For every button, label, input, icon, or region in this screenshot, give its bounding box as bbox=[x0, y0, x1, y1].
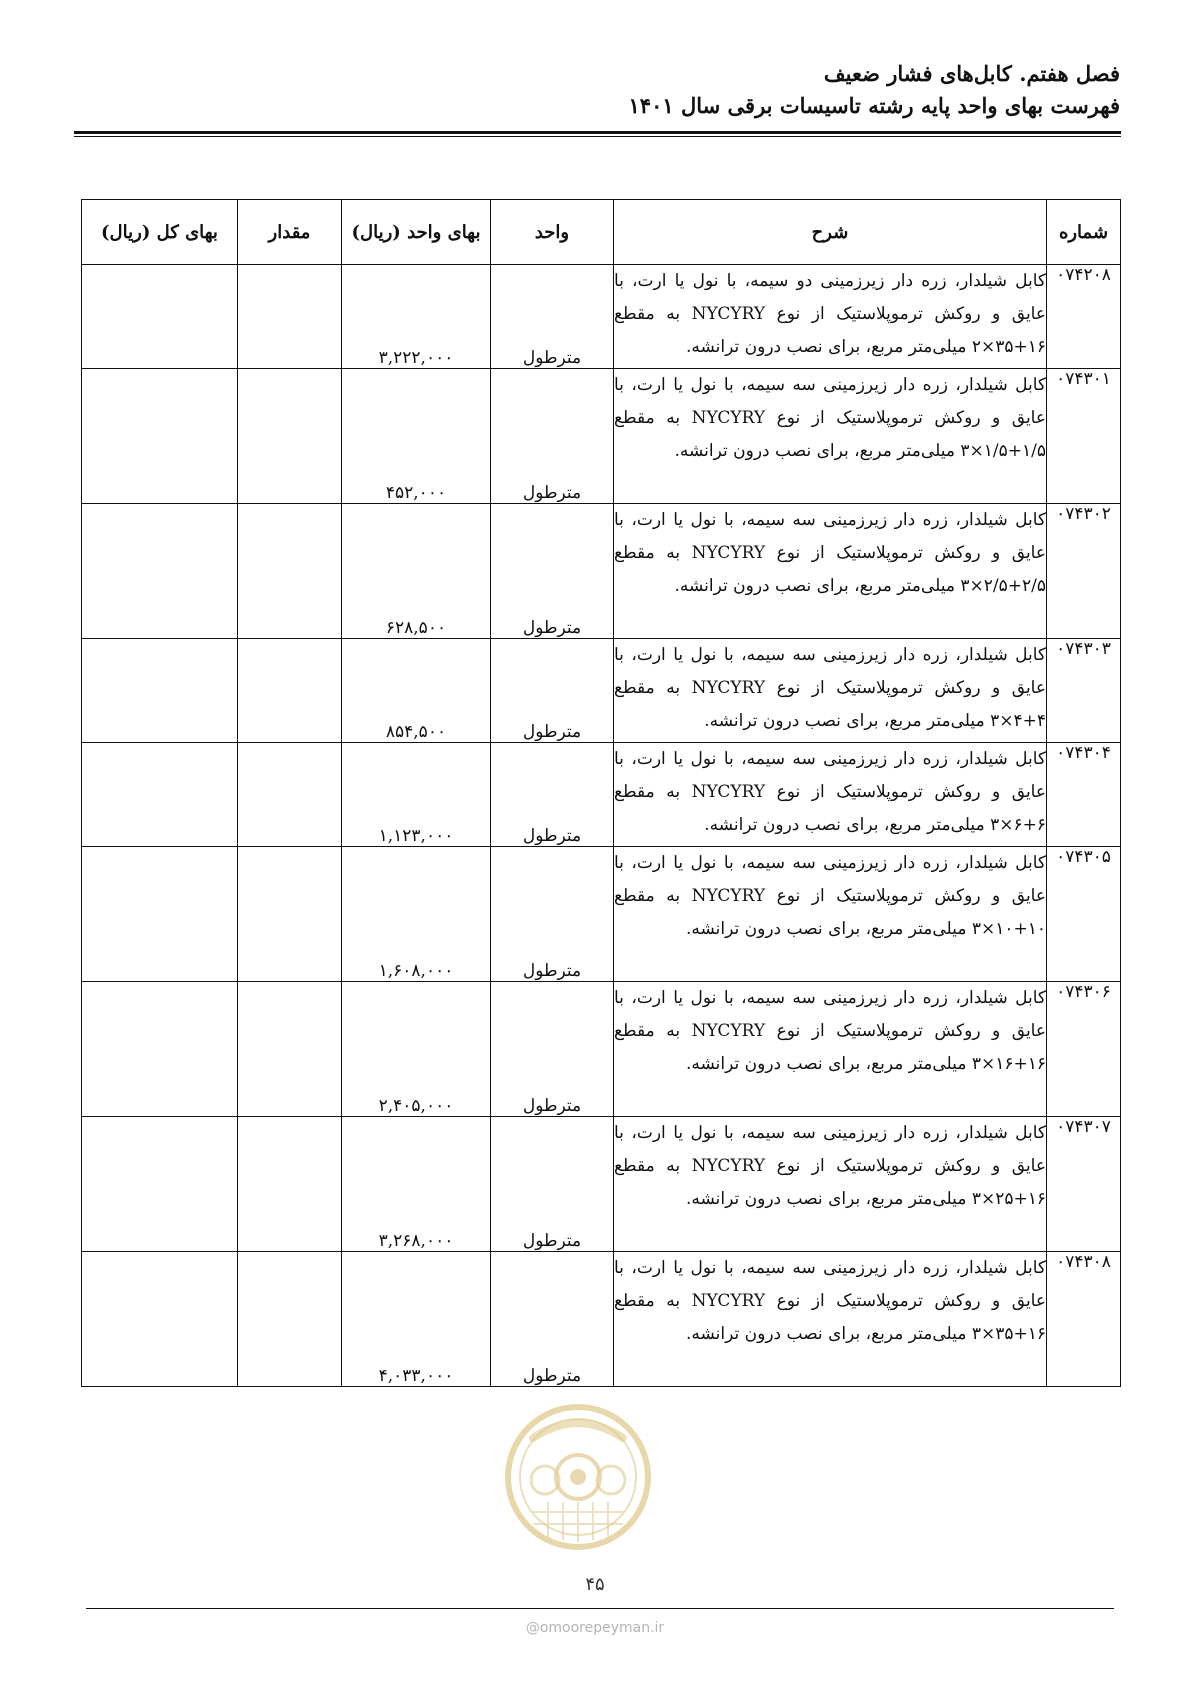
row-unit: مترطول bbox=[491, 504, 614, 639]
header-rule-thick bbox=[74, 131, 1121, 134]
row-quantity bbox=[238, 639, 342, 743]
row-description: کابل شیلدار، زره دار زیرزمینی سه سیمه، با نول یا ارت، با عایق و روکش ترموپلاستیک از نوع NYCYRY به مقطع ۱۶+۲۵×۳ میلی‌متر مربع، برای نصب درون ترانشه. bbox=[614, 1117, 1047, 1252]
row-unit-price: ۲,۴۰۵,۰۰۰ bbox=[342, 982, 491, 1117]
row-total-price bbox=[82, 982, 238, 1117]
table-row bbox=[82, 1117, 1121, 1252]
row-quantity bbox=[238, 982, 342, 1117]
table-row bbox=[82, 369, 1121, 504]
page-header bbox=[75, 58, 1120, 122]
seal-graphic bbox=[503, 1402, 653, 1552]
row-unit-price: ۱,۶۰۸,۰۰۰ bbox=[342, 847, 491, 982]
header-number: شماره bbox=[1047, 200, 1121, 265]
row-description: کابل شیلدار، زره دار زیرزمینی سه سیمه، با نول یا ارت، با عایق و روکش ترموپلاستیک از نوع NYCYRY به مقطع ۶+۶×۳ میلی‌متر مربع، برای نصب درون ترانشه. bbox=[614, 743, 1047, 847]
header-description: شرح bbox=[614, 200, 1047, 265]
row-number: ۰۷۴۳۰۸ bbox=[1047, 1252, 1121, 1387]
page-number: ۴۵ bbox=[585, 1574, 605, 1595]
row-unit: مترطول bbox=[491, 1117, 614, 1252]
footer-rule bbox=[86, 1608, 1114, 1609]
row-description: کابل شیلدار، زره دار زیرزمینی سه سیمه، با نول یا ارت، با عایق و روکش ترموپلاستیک از نوع NYCYRY به مقطع ۴+۴×۳ میلی‌متر مربع، برای نصب درون ترانشه. bbox=[614, 639, 1047, 743]
row-quantity bbox=[238, 847, 342, 982]
row-unit-price: ۶۲۸,۵۰۰ bbox=[342, 504, 491, 639]
row-number: ۰۷۴۳۰۳ bbox=[1047, 639, 1121, 743]
row-total-price bbox=[82, 265, 238, 369]
row-unit-price: ۸۵۴,۵۰۰ bbox=[342, 639, 491, 743]
row-quantity bbox=[238, 1117, 342, 1252]
row-number: ۰۷۴۳۰۷ bbox=[1047, 1117, 1121, 1252]
row-unit: مترطول bbox=[491, 847, 614, 982]
row-number: ۰۷۴۳۰۴ bbox=[1047, 743, 1121, 847]
row-number: ۰۷۴۳۰۱ bbox=[1047, 369, 1121, 504]
row-quantity bbox=[238, 369, 342, 504]
row-number: ۰۷۴۳۰۲ bbox=[1047, 504, 1121, 639]
row-total-price bbox=[82, 847, 238, 982]
row-description: کابل شیلدار، زره دار زیرزمینی سه سیمه، با نول یا ارت، با عایق و روکش ترموپلاستیک از نوع NYCYRY به مقطع ۱/۵+۱/۵×۳ میلی‌متر مربع، برای نصب درون ترانشه. bbox=[614, 369, 1047, 504]
row-description: کابل شیلدار، زره دار زیرزمینی دو سیمه، با نول یا ارت، با عایق و روکش ترموپلاستیک از نوع NYCYRY به مقطع ۱۶+۳۵×۲ میلی‌متر مربع، برای نصب درون ترانشه. bbox=[614, 265, 1047, 369]
document-title: فهرست بهای واحد پایه رشته تاسیسات برقی سال ۱۴۰۱ bbox=[628, 93, 1120, 118]
table-row bbox=[82, 265, 1121, 369]
header-unit-price: بهای واحد (ریال) bbox=[342, 200, 491, 265]
table-row bbox=[82, 504, 1121, 639]
row-unit-price: ۴,۰۳۳,۰۰۰ bbox=[342, 1252, 491, 1387]
chapter-title: فصل هفتم. کابل‌های فشار ضعیف bbox=[823, 61, 1120, 86]
row-unit-price: ۱,۱۲۳,۰۰۰ bbox=[342, 743, 491, 847]
row-unit: مترطول bbox=[491, 639, 614, 743]
row-unit: مترطول bbox=[491, 369, 614, 504]
row-unit: مترطول bbox=[491, 743, 614, 847]
row-number: ۰۷۴۳۰۵ bbox=[1047, 847, 1121, 982]
row-total-price bbox=[82, 1117, 238, 1252]
row-unit-price: ۳,۲۶۸,۰۰۰ bbox=[342, 1117, 491, 1252]
row-unit: مترطول bbox=[491, 982, 614, 1117]
price-list-table bbox=[81, 199, 1121, 1387]
row-total-price bbox=[82, 504, 238, 639]
table-row bbox=[82, 639, 1121, 743]
header-unit: واحد bbox=[491, 200, 614, 265]
row-description: کابل شیلدار، زره دار زیرزمینی سه سیمه، با نول یا ارت، با عایق و روکش ترموپلاستیک از نوع NYCYRY به مقطع ۱۶+۱۶×۳ میلی‌متر مربع، برای نصب درون ترانشه. bbox=[614, 982, 1047, 1117]
header-rule-thin bbox=[74, 136, 1121, 137]
row-description: کابل شیلدار، زره دار زیرزمینی سه سیمه، با نول یا ارت، با عایق و روکش ترموپلاستیک از نوع NYCYRY به مقطع ۲/۵+۲/۵×۳ میلی‌متر مربع، برای نصب درون ترانشه. bbox=[614, 504, 1047, 639]
header-total-price: بهای کل (ریال) bbox=[82, 200, 238, 265]
row-number: ۰۷۴۳۰۶ bbox=[1047, 982, 1121, 1117]
row-total-price bbox=[82, 743, 238, 847]
row-total-price bbox=[82, 639, 238, 743]
table-row bbox=[82, 982, 1121, 1117]
row-description: کابل شیلدار، زره دار زیرزمینی سه سیمه، با نول یا ارت، با عایق و روکش ترموپلاستیک از نوع NYCYRY به مقطع ۱۰+۱۰×۳ میلی‌متر مربع، برای نصب درون ترانشه. bbox=[614, 847, 1047, 982]
row-unit-price: ۳,۲۲۲,۰۰۰ bbox=[342, 265, 491, 369]
row-quantity bbox=[238, 504, 342, 639]
row-quantity bbox=[238, 743, 342, 847]
row-unit: مترطول bbox=[491, 1252, 614, 1387]
table-header-row bbox=[82, 200, 1121, 265]
row-unit-price: ۴۵۲,۰۰۰ bbox=[342, 369, 491, 504]
header-quantity: مقدار bbox=[238, 200, 342, 265]
table-row bbox=[82, 847, 1121, 982]
watermark-seal-icon bbox=[503, 1402, 653, 1552]
row-total-price bbox=[82, 369, 238, 504]
table-row bbox=[82, 743, 1121, 847]
row-description: کابل شیلدار، زره دار زیرزمینی سه سیمه، با نول یا ارت، با عایق و روکش ترموپلاستیک از نوع NYCYRY به مقطع ۱۶+۳۵×۳ میلی‌متر مربع، برای نصب درون ترانشه. bbox=[614, 1252, 1047, 1387]
row-number: ۰۷۴۲۰۸ bbox=[1047, 265, 1121, 369]
row-total-price bbox=[82, 1252, 238, 1387]
row-unit: مترطول bbox=[491, 265, 614, 369]
website-watermark: @omoorepeyman.ir bbox=[525, 1620, 665, 1636]
row-quantity bbox=[238, 265, 342, 369]
table-row bbox=[82, 1252, 1121, 1387]
row-quantity bbox=[238, 1252, 342, 1387]
